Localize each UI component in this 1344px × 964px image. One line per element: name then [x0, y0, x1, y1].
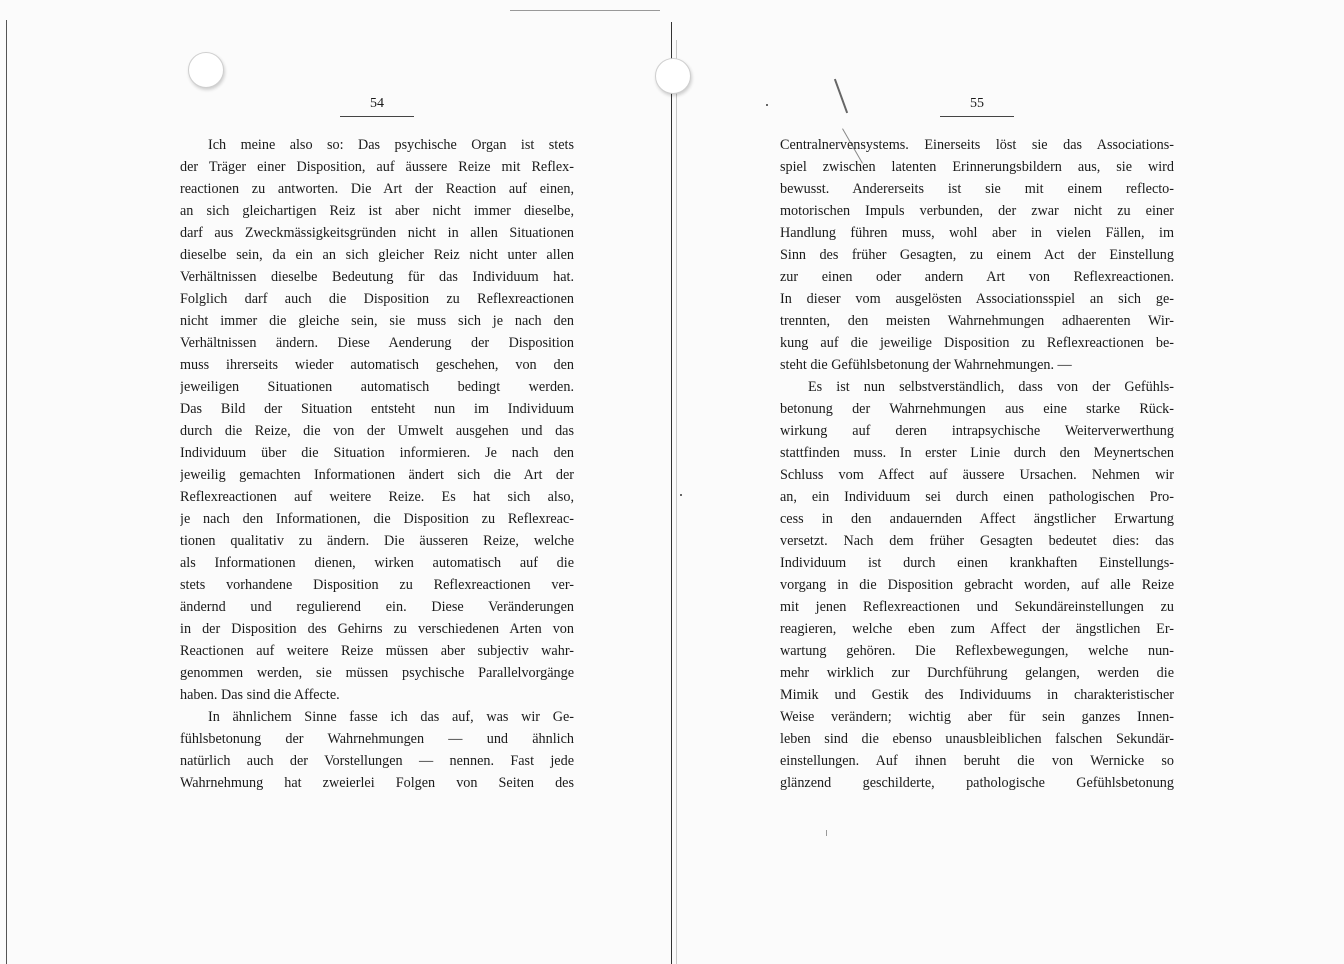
page-text — [780, 134, 1174, 794]
page-number-rule — [940, 116, 1014, 117]
text-line: spiel zwischen latenten Erinnerungsbildern aus, sie wird — [780, 159, 1174, 175]
text-line: zur einen oder andern Art von Reflexreactionen. — [780, 269, 1174, 285]
text-line: Centralnervensystems. Einerseits löst sie das Associations- — [780, 137, 1174, 153]
text-line: Individuum über die Situation informieren. Je nach den — [180, 445, 574, 461]
text-line: an, ein Individuum sei durch einen pathologischen Pro- — [780, 489, 1174, 505]
page-text — [180, 134, 574, 794]
text-line: glänzend geschilderte, pathologische Gefühlsbetonung — [780, 775, 1174, 791]
text-line: motorischen Impuls verbunden, der zwar nicht zu einer — [780, 203, 1174, 219]
text-line: fühlsbetonung der Wahrnehmungen — und ähnlich — [180, 731, 574, 747]
text-line: dieselbe sein, da ein an sich gleicher Reiz nicht unter allen — [180, 247, 574, 263]
speck — [826, 830, 827, 836]
top-edge-line — [510, 10, 660, 11]
text-line: nicht immer die gleiche sein, sie muss sich je nach den — [180, 313, 574, 329]
text-line: Handlung führen muss, wohl aber in vielen Fällen, im — [780, 225, 1174, 241]
text-line: muss ihrerseits wieder automatisch geschehen, von den — [180, 357, 574, 373]
page-number-rule — [340, 116, 414, 117]
text-line: darf aus Zweckmässigkeitsgründen nicht in allen Situationen — [180, 225, 574, 241]
text-line: Schluss vom Affect auf äussere Ursachen. Nehmen wir — [780, 467, 1174, 483]
text-line: trennten, den meisten Wahrnehmungen adhaerenten Wir- — [780, 313, 1174, 329]
text-line: wartung gehören. Die Reflexbewegungen, welche nun- — [780, 643, 1174, 659]
text-line: stets vorhandene Disposition zu Reflexreactionen ver- — [180, 577, 574, 593]
left-page-edge — [6, 20, 7, 964]
text-line: Folglich darf auch die Disposition zu Reflexreactionen — [180, 291, 574, 307]
text-line: der Träger einer Disposition, auf äussere Reize mit Reflex- — [180, 159, 574, 175]
text-line: einstellungen. Auf ihnen beruht die von Wernicke so — [780, 753, 1174, 769]
text-line: leben sind die ebenso unausbleiblichen falschen Sekundär- — [780, 731, 1174, 747]
text-line: Sinn des früher Gesagten, zu einem Act der Einstellung — [780, 247, 1174, 263]
text-line: bewusst. Andererseits ist sie mit einem reflecto- — [780, 181, 1174, 197]
text-line: an sich gleichartigen Reiz ist aber nicht immer dieselbe, — [180, 203, 574, 219]
text-line: wirkung auf deren intrapsychische Weiterverwerthung — [780, 423, 1174, 439]
text-line: In ähnlichem Sinne fasse ich das auf, was wir Ge- — [208, 709, 574, 725]
text-line: vorgang in die Disposition gebracht worden, auf alle Reize — [780, 577, 1174, 593]
text-line: Individuum ist durch einen krankhaften Einstellungs- — [780, 555, 1174, 571]
text-line: cess in den andauernden Affect ängstlicher Erwartung — [780, 511, 1174, 527]
text-line: jeweiligen Situationen automatisch bedingt werden. — [180, 379, 574, 395]
text-line: betonung der Wahrnehmungen aus eine starke Rück- — [780, 401, 1174, 417]
page-number: 54 — [370, 96, 384, 111]
text-line: mit jenen Reflexreactionen und Sekundäreinstellungen zu — [780, 599, 1174, 615]
text-line: Das Bild der Situation entsteht nun im Individuum — [180, 401, 574, 417]
text-line: Reflexreactionen auf weitere Reize. Es hat sich also, — [180, 489, 574, 505]
speck — [680, 494, 682, 496]
text-line: Wahrnehmung hat zweierlei Folgen von Seiten des — [180, 775, 574, 791]
speck — [766, 104, 768, 106]
text-line: Reactionen auf weitere Reize müssen aber subjectiv wahr- — [180, 643, 574, 659]
text-line: mehr wirklich zur Durchführung gelangen, werden die — [780, 665, 1174, 681]
text-line: ändernd und regulierend ein. Diese Veränderungen — [180, 599, 574, 615]
punch-hole-right — [655, 58, 691, 94]
text-line: in der Disposition des Gehirns zu verschiedenen Arten von — [180, 621, 574, 637]
text-line: natürlich auch der Vorstellungen — nennen. Fast jede — [180, 753, 574, 769]
book-gutter — [671, 22, 672, 964]
book-gutter-shadow — [676, 40, 677, 964]
punch-hole-left — [188, 52, 224, 88]
text-line: je nach den Informationen, die Disposition zu Reflexreac- — [180, 511, 574, 527]
text-line: als Informationen dienen, wirken automatisch auf die — [180, 555, 574, 571]
text-line: reagieren, welche eben zum Affect der ängstlichen Er- — [780, 621, 1174, 637]
text-line: versetzt. Nach dem früher Gesagten bedeutet dies: das — [780, 533, 1174, 549]
text-line: Verhältnissen ändern. Diese Aenderung der Disposition — [180, 335, 574, 351]
text-line: Verhältnissen dieselbe Bedeutung für das Individuum hat. — [180, 269, 574, 285]
text-line: tionen qualitativ zu ändern. Die äusseren Reize, welche — [180, 533, 574, 549]
text-line: jeweilig gemachten Informationen ändert sich die Art der — [180, 467, 574, 483]
page-number: 55 — [970, 96, 984, 111]
text-line: kung auf die jeweilige Disposition zu Reflexreactionen be- — [780, 335, 1174, 351]
text-line: genommen werden, sie müssen psychische Parallelvorgänge — [180, 665, 574, 681]
text-line: Es ist nun selbstverständlich, dass von der Gefühls- — [808, 379, 1174, 395]
text-line: stattfinden muss. In erster Linie durch den Meynertschen — [780, 445, 1174, 461]
text-line: haben. Das sind die Affecte. — [180, 687, 340, 703]
text-line: Ich meine also so: Das psychische Organ ist stets — [208, 137, 574, 153]
text-line: durch die Reize, die von der Umwelt ausgehen und das — [180, 423, 574, 439]
text-line: Weise verändern; wichtig aber für sein ganzes Innen- — [780, 709, 1174, 725]
text-line: steht die Gefühlsbetonung der Wahrnehmungen. — — [780, 357, 1072, 373]
text-line: In dieser vom ausgelösten Associationsspiel an sich ge- — [780, 291, 1174, 307]
text-line: reactionen zu antworten. Die Art der Reaction auf einen, — [180, 181, 574, 197]
text-line: Mimik und Gestik des Individuums in charakteristischer — [780, 687, 1174, 703]
